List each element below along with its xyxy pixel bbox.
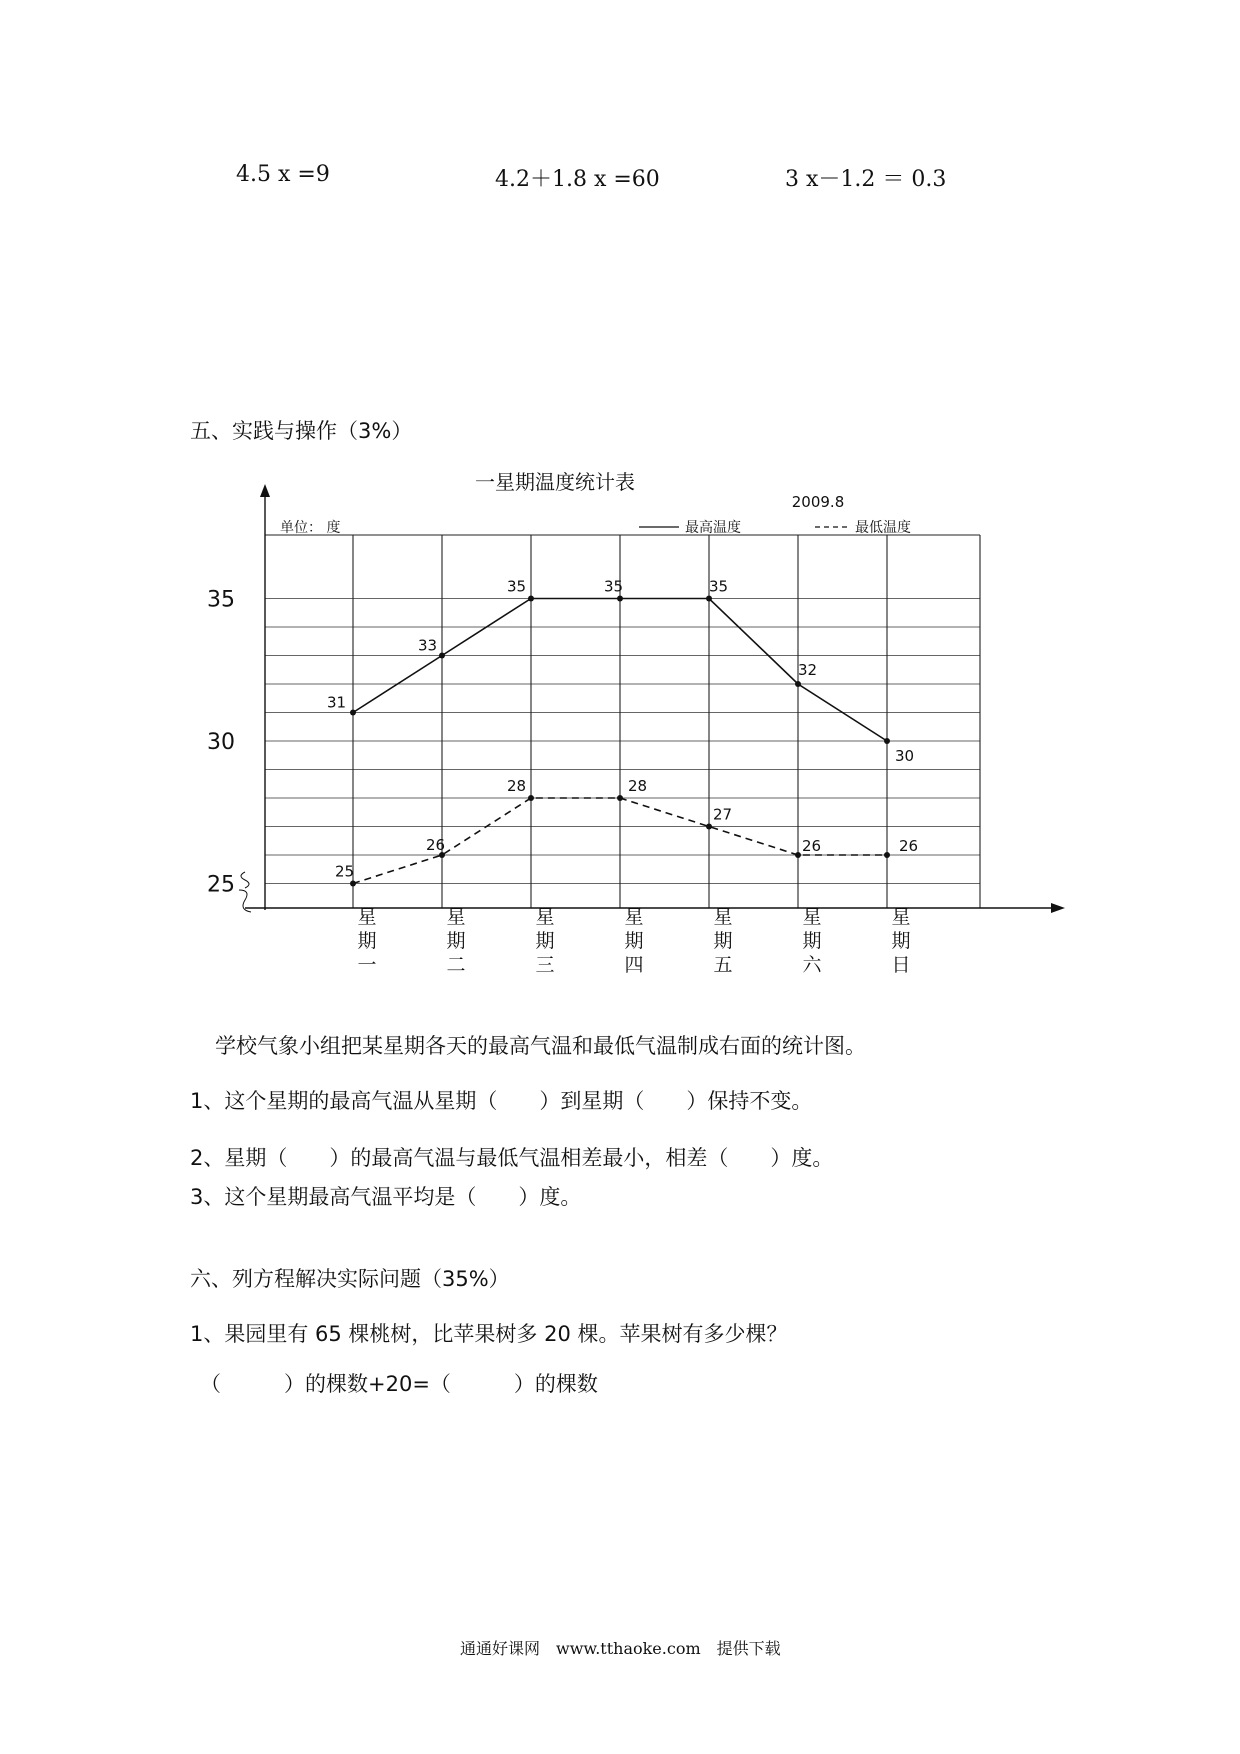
y-tick-labels — [207, 588, 235, 898]
section6-heading: 六、列方程解决实际问题（35%） — [190, 1267, 510, 1291]
max-temp-label: 35 — [709, 577, 729, 596]
x-category-label: 六 — [802, 954, 822, 976]
y-tick-label: 30 — [207, 730, 235, 755]
problem-1: 1、果园里有 65 棵桃树，比苹果树多 20 棵。苹果树有多少棵？ — [190, 1322, 788, 1346]
question-2: 2、星期（ ）的最高气温与最低气温相差最小，相差（ ）度。 — [190, 1146, 834, 1170]
temperature-line-chart — [195, 470, 1095, 976]
x-category-labels — [357, 906, 910, 976]
y-axis-arrow — [260, 484, 270, 497]
min-temp-point — [706, 824, 712, 830]
max-temp-point — [795, 681, 801, 687]
x-category-label: 星 — [535, 906, 555, 928]
min-temp-point — [528, 795, 534, 801]
min-temp-label: 28 — [507, 777, 527, 795]
equation-3: 3 x－1.2 ＝ 0.3 — [785, 167, 947, 192]
equation-2: 4.2＋1.8 x =60 — [495, 167, 660, 192]
x-category-label: 星 — [624, 906, 644, 928]
legend-min-temp: 最低温度 — [855, 520, 911, 536]
y-tick-label: 35 — [207, 587, 235, 613]
max-temp-point — [884, 738, 890, 744]
chart-subtitle: 2009.8 — [791, 493, 845, 511]
max-temp-point — [528, 596, 534, 602]
x-category-label: 期 — [446, 930, 466, 952]
x-category-label: 星 — [357, 906, 377, 928]
x-category-label: 星 — [891, 906, 911, 928]
equation-1: 4.5 x =9 — [236, 162, 330, 187]
max-temp-label: 35 — [604, 577, 624, 596]
max-temp-label: 31 — [327, 693, 347, 712]
x-axis-arrow — [1051, 903, 1065, 913]
max-temp-label: 30 — [895, 747, 915, 765]
x-category-label: 期 — [713, 930, 733, 952]
chart-series — [327, 578, 918, 887]
max-temp-point — [439, 653, 445, 659]
max-temp-point — [706, 596, 712, 602]
max-temp-label: 33 — [418, 636, 438, 655]
min-temp-label: 27 — [713, 805, 733, 824]
min-temp-label: 26 — [426, 836, 446, 854]
min-temp-point — [617, 795, 623, 801]
x-category-label: 日 — [891, 954, 911, 976]
min-temp-point — [795, 852, 801, 858]
min-temp-label: 25 — [335, 862, 355, 881]
chart-intro: 学校气象小组把某星期各天的最高气温和最低气温制成右面的统计图。 — [215, 1034, 866, 1058]
max-temp-point — [617, 596, 623, 602]
x-category-label: 期 — [802, 930, 822, 952]
legend-max-temp: 最高温度 — [685, 520, 741, 536]
max-temp-label: 35 — [507, 577, 527, 596]
y-tick-label: 25 — [207, 872, 235, 898]
x-category-label: 星 — [446, 906, 466, 928]
x-category-label: 星 — [713, 906, 733, 928]
x-category-label: 四 — [624, 954, 644, 976]
max-temp-label: 32 — [798, 661, 818, 679]
x-category-label: 期 — [357, 930, 377, 952]
x-category-label: 星 — [802, 906, 822, 928]
question-1: 1、这个星期的最高气温从星期（ ）到星期（ ）保持不变。 — [190, 1089, 813, 1113]
chart-title: 一星期温度统计表 — [475, 470, 635, 494]
max-temp-point — [350, 710, 356, 716]
page-footer: 通通好课网 www.tthaoke.com 提供下载 — [460, 1639, 781, 1658]
x-category-label: 二 — [446, 954, 466, 976]
x-category-label: 三 — [535, 954, 555, 976]
min-temp-label: 26 — [802, 837, 822, 855]
question-3: 3、这个星期最高气温平均是（ ）度。 — [190, 1185, 582, 1209]
x-category-label: 期 — [535, 930, 555, 952]
x-category-label: 一 — [357, 954, 377, 976]
unit-label: 单位： 度 — [280, 520, 341, 536]
x-category-label: 期 — [891, 930, 911, 952]
chart-axes — [239, 484, 1065, 913]
min-temp-point — [884, 852, 890, 858]
problem-1-hint: （ ）的棵数+20=（ ）的棵数 — [200, 1372, 598, 1396]
min-temp-point — [350, 881, 356, 887]
min-temp-label: 28 — [628, 777, 648, 795]
min-temp-label: 26 — [899, 837, 919, 855]
axis-break-mark — [239, 872, 251, 912]
x-category-label: 期 — [624, 930, 644, 952]
x-category-label: 五 — [713, 954, 733, 976]
section5-heading: 五、实践与操作（3%） — [190, 419, 413, 443]
